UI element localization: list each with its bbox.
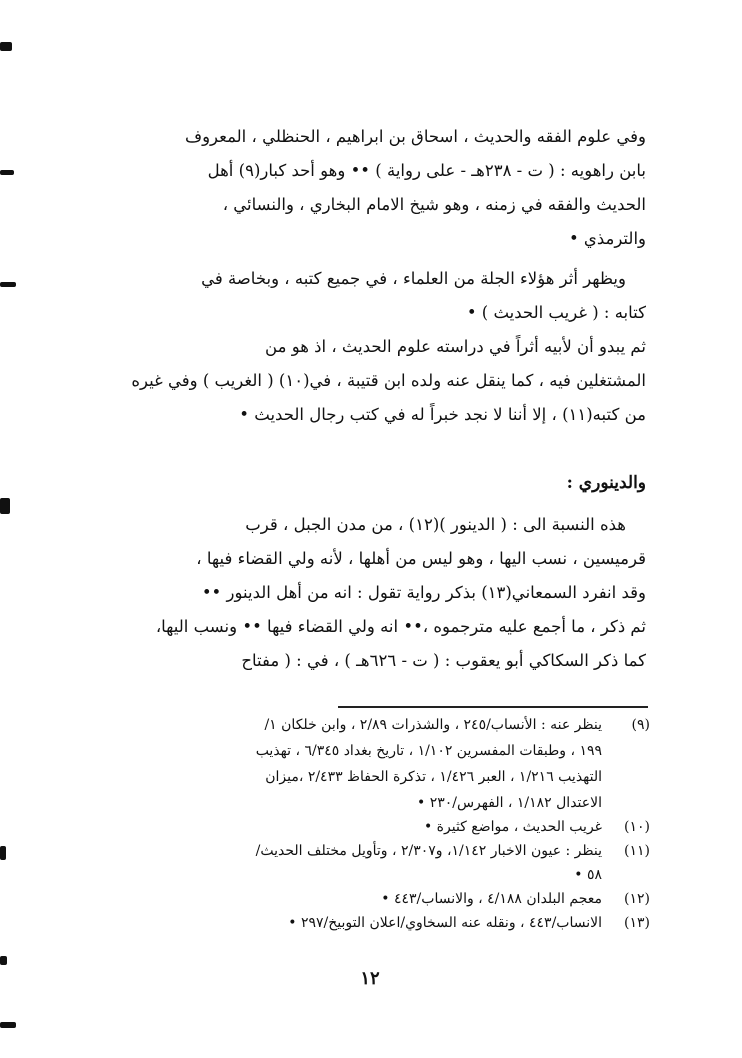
footnote-9-cont [90, 738, 650, 764]
text-line: هذه النسبة الى : ( الدينور )(١٢) ، من مدن الجبل ، قرب [245, 515, 626, 534]
text-line: الحديث والفقه في زمنه ، وهو شيخ الامام البخاري ، والنسائي ، [222, 195, 646, 214]
text-line: ثم ذكر ، ما أجمع عليه مترجموه ،•• انه ولي القضاء فيها •• ونسب اليها، [155, 617, 646, 636]
paragraph-influence [58, 262, 646, 332]
paragraph-dinawari [58, 508, 646, 680]
text-line: كما ذكر السكاكي أبو يعقوب : ( ت - ٦٢٦هـ ) ، في : ( مفتاح [241, 651, 646, 670]
footnote-number: (١٣) [624, 915, 650, 931]
text-line: بابن راهويه : ( ت - ٢٣٨هـ - على رواية ) •• وهو أحد كبار(٩) أهل [207, 161, 646, 180]
margin-mark [0, 1022, 16, 1028]
footnote-11 [90, 838, 650, 864]
margin-mark [0, 42, 12, 51]
section-heading: والدينوري : [566, 473, 646, 493]
footnote-text: ٥٨ • [574, 867, 602, 883]
footnote-text: الانساب/٤٤٣ ، ونقله عنه السخاوي/اعلان التوبيخ/٢٩٧ • [288, 915, 602, 931]
footnote-11-cont [90, 862, 650, 888]
text-line: والترمذي • [568, 229, 646, 248]
footnote-number: (١١) [624, 843, 650, 859]
margin-mark [0, 846, 6, 860]
margin-mark [0, 282, 16, 287]
footnote-12 [90, 886, 650, 912]
margin-mark [0, 956, 7, 965]
footnotes [90, 712, 650, 932]
footnote-separator [338, 706, 648, 708]
paragraph-father [58, 330, 646, 434]
text-line: كتابه : ( غريب الحديث ) • [466, 303, 646, 322]
footnote-text: معجم البلدان ٤/١٨٨ ، والانساب/٤٤٣ • [381, 891, 602, 907]
paragraph-teachers [58, 120, 646, 260]
text-line: ويظهر أثر هؤلاء الجلة من العلماء ، في جميع كتبه ، وبخاصة في [201, 269, 626, 288]
footnote-number: (١٢) [624, 891, 650, 907]
footnote-text: ينظر : عيون الاخبار ١/١٤٢، و٢/٣٠٧ ، وتأويل مختلف الحديث/ [255, 843, 602, 859]
footnote-text: الاعتدال ١/١٨٢ ، الفهرس/٢٣٠ • [416, 795, 602, 811]
footnote-10 [90, 814, 650, 840]
text-line: من كتبه(١١) ، إلا أننا لا نجد خبراً له في كتب رجال الحديث • [239, 405, 646, 424]
footnote-9-cont [90, 790, 650, 816]
footnote-13 [90, 910, 650, 936]
footnote-number: (١٠) [624, 819, 650, 835]
footnote-text: ينظر عنه : الأنساب/٢٤٥ ، والشذرات ٢/٨٩ ، وابن خلكان ١/ [264, 717, 602, 733]
text-line: وقد انفرد السمعاني(١٣) بذكر رواية تقول : انه من أهل الدينور •• [201, 583, 646, 602]
footnote-text: ١٩٩ ، وطبقات المفسرين ١/١٠٢ ، تاريخ بغداد ٦/٣٤٥ ، تهذيب [255, 743, 602, 759]
footnote-9 [90, 712, 650, 738]
footnote-text: التهذيب ١/٢١٦ ، العبر ١/٤٢٦ ، تذكرة الحفاظ ٢/٤٣٣ ،ميزان [265, 769, 602, 785]
text-line: المشتغلين فيه ، كما ينقل عنه ولده ابن قتيبة ، في(١٠) ( الغريب ) وفي غيره [131, 371, 646, 390]
footnote-text: غريب الحديث ، مواضع كثيرة • [423, 819, 602, 835]
page-number: ١٢ [360, 968, 380, 989]
text-line: قرميسين ، نسب اليها ، وهو ليس من أهلها ، لأنه ولي القضاء فيها ، [196, 549, 646, 568]
text-line: ثم يبدو أن لأبيه أثراً في دراسته علوم الحديث ، اذ هو من [265, 337, 646, 356]
footnote-number: (٩) [631, 717, 650, 733]
text-line: وفي علوم الفقه والحديث ، اسحاق بن ابراهيم ، الحنظلي ، المعروف [184, 127, 646, 146]
margin-mark [0, 498, 10, 514]
footnote-9-cont [90, 764, 650, 790]
margin-mark [0, 170, 14, 175]
